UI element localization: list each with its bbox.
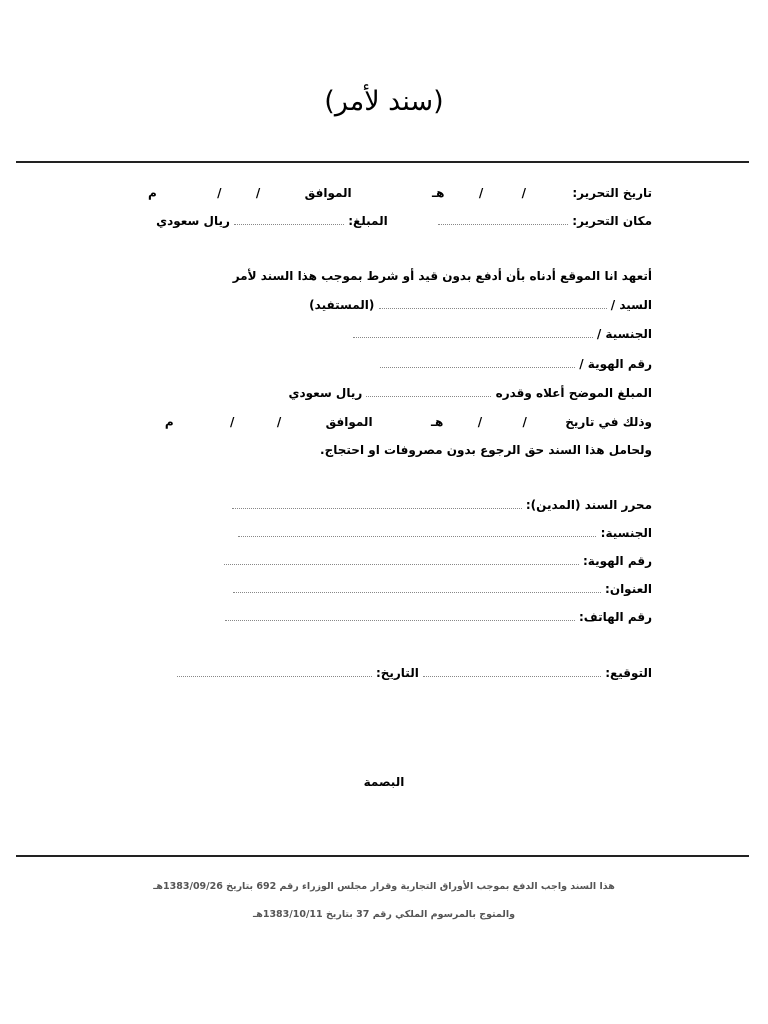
- place-field[interactable]: [438, 213, 568, 225]
- address-field[interactable]: [233, 581, 601, 593]
- address-label: العنوان:: [605, 582, 652, 596]
- date-slash: /: [478, 186, 484, 200]
- currency-label: ريال سعودي: [156, 214, 230, 228]
- gregorian-mark: م: [164, 415, 174, 429]
- date-slash: /: [230, 415, 235, 429]
- debtor-id-row: [224, 553, 652, 569]
- amount-stated-row: [288, 385, 652, 401]
- date-slash: /: [522, 415, 527, 429]
- document-title: (سند لأمر): [324, 86, 444, 117]
- signature-field[interactable]: [423, 665, 601, 677]
- debtor-nationality-field[interactable]: [238, 525, 596, 537]
- phone-label: رقم الهاتف:: [579, 610, 652, 624]
- signature-date-field[interactable]: [177, 665, 372, 677]
- debtor-nationality-label: الجنسية:: [600, 526, 652, 540]
- beneficiary-row: [309, 297, 652, 313]
- footer-line-2: والمتوج بالمرسوم الملكي رقم 37 بتاريخ 1383/10/11هـ: [252, 909, 516, 920]
- issuer-field[interactable]: [232, 497, 522, 509]
- date-slash: /: [255, 186, 261, 200]
- issue-date-label: تاريخ التحرير:: [572, 186, 652, 200]
- gregorian-mark: م: [147, 186, 157, 200]
- corresponding-label: الموافق: [325, 415, 373, 429]
- debtor-id-field[interactable]: [224, 553, 579, 565]
- signature-date-label: التاريخ:: [375, 666, 419, 680]
- nationality-field[interactable]: [353, 326, 593, 338]
- currency-label: ريال سعودي: [288, 386, 363, 400]
- corresponding-label: الموافق: [304, 186, 352, 200]
- hijri-mark: هـ: [432, 186, 445, 200]
- mr-label: السيد /: [610, 298, 652, 312]
- issuer-label: محرر السند (المدين):: [525, 498, 652, 512]
- place-label: مكان التحرير:: [572, 214, 652, 228]
- holder-right-text: ولحامل هذا السند حق الرجوع بدون مصروفات او احتجاج.: [320, 443, 652, 457]
- id-row: [380, 356, 652, 372]
- top-divider: [16, 161, 749, 163]
- on-date-label: وذلك في تاريخ: [565, 415, 652, 429]
- id-field[interactable]: [380, 356, 575, 368]
- footer-line-1: هذا السند واجب الدفع بموجب الأوراق التجارية وقرار مجلس الوزراء رقم 692 بتاريخ 1383/09/26هـ: [153, 881, 615, 892]
- amount-label: المبلغ:: [348, 214, 388, 228]
- place-amount-row: [156, 213, 652, 229]
- debtor-nationality-row: [238, 525, 652, 541]
- amount-stated-label: المبلغ الموضح أعلاه وقدره: [495, 386, 652, 400]
- debtor-id-label: رقم الهوية:: [583, 554, 652, 568]
- beneficiary-label: (المستفيد): [309, 298, 375, 312]
- hijri-mark: هـ: [430, 415, 444, 429]
- date-slash: /: [276, 415, 282, 429]
- id-label: رقم الهوية /: [579, 357, 652, 371]
- issue-date-row: [148, 185, 652, 201]
- date-slash: /: [521, 186, 526, 200]
- nationality-row: [353, 326, 652, 342]
- issuer-row: [232, 497, 652, 513]
- due-date-row: [165, 414, 652, 430]
- nationality-label: الجنسية /: [596, 327, 652, 341]
- fingerprint-label: البصمة: [363, 775, 405, 789]
- bottom-divider: [16, 855, 749, 857]
- pledge-text: أتعهد انا الموقع أدناه بأن أدفع بدون قيد أو شرط بموجب هذا السند لأمر: [232, 269, 652, 283]
- phone-row: [225, 609, 652, 625]
- date-slash: /: [477, 415, 483, 429]
- signature-label: التوقيع:: [605, 666, 652, 680]
- amount-field[interactable]: [234, 213, 344, 225]
- signature-row: [177, 665, 652, 681]
- phone-field[interactable]: [225, 609, 575, 621]
- beneficiary-field[interactable]: [379, 297, 607, 309]
- date-slash: /: [217, 186, 222, 200]
- amount-words-field[interactable]: [366, 385, 491, 397]
- address-row: [233, 581, 652, 597]
